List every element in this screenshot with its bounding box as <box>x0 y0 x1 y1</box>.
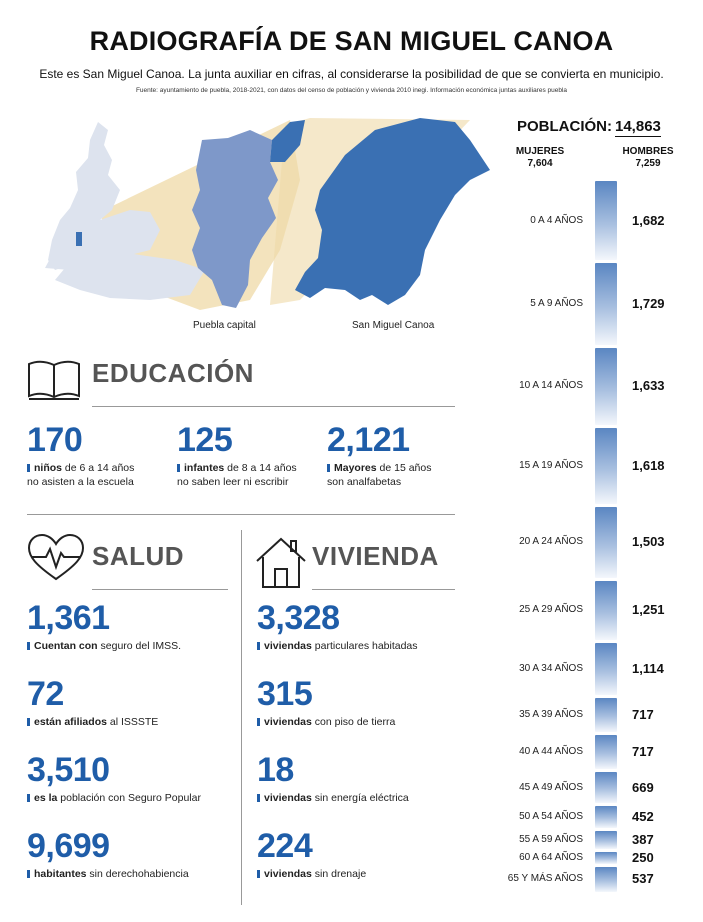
age-bar-5 <box>595 581 617 640</box>
value-label-4: 1,503 <box>632 534 665 550</box>
education-stat-2: 125 infantes de 8 a 14 años no saben leer ni escribir <box>177 421 297 488</box>
map-label-canoa: San Miguel Canoa <box>352 320 435 331</box>
housing-title: VIVIENDA <box>312 541 439 571</box>
age-bar-12 <box>595 852 617 864</box>
book-icon <box>26 358 82 402</box>
age-bar-11 <box>595 831 617 849</box>
men-header <box>612 146 684 170</box>
age-label-9: 45 A 49 AÑOS <box>519 781 583 793</box>
housing-stat-2: 315 viviendas con piso de tierra <box>257 675 396 728</box>
stat-value: 224 <box>257 827 313 865</box>
age-label-4: 20 A 24 AÑOS <box>519 536 583 548</box>
page-title: RADIOGRAFÍA DE SAN MIGUEL CANOA <box>89 26 614 56</box>
health-title: SALUD <box>92 541 185 571</box>
heart-pulse-icon <box>26 533 86 583</box>
age-label-12: 60 A 64 AÑOS <box>519 851 583 863</box>
health-stat-1: 1,361 Cuentan con seguro del IMSS. <box>27 599 182 652</box>
value-label-2: 1,633 <box>632 378 665 394</box>
housing-divider <box>312 589 455 590</box>
housing-stat-3: 18 viviendas sin energía eléctrica <box>257 751 409 804</box>
population-total: 14,863 <box>615 118 661 135</box>
health-stat-4: 9,699 habitantes sin derechohabiencia <box>27 827 189 880</box>
value-label-10: 452 <box>632 809 654 825</box>
age-label-10: 50 A 54 AÑOS <box>519 811 583 823</box>
stat-value: 9,699 <box>27 827 110 865</box>
value-label-1: 1,729 <box>632 296 665 311</box>
value-label-13: 537 <box>632 871 654 887</box>
value-label-9: 669 <box>632 779 654 795</box>
stat-value: 3,510 <box>27 751 110 789</box>
age-bar-6 <box>595 643 617 696</box>
age-label-8: 40 A 44 AÑOS <box>519 745 583 757</box>
age-label-11: 55 A 59 AÑOS <box>519 833 583 845</box>
age-label-7: 35 A 39 AÑOS <box>519 709 583 721</box>
stat-value: 125 <box>177 421 233 459</box>
page-subtitle: Este es San Miguel Canoa. La junta auxiliar en cifras, al considerarse la posibilidad de que se convierta en municipio. <box>39 67 664 81</box>
health-divider <box>92 589 228 590</box>
education-divider <box>92 406 455 407</box>
column-divider <box>241 530 242 905</box>
population-label: POBLACIÓN: <box>517 118 612 135</box>
housing-stat-1: 3,328 viviendas particulares habitadas <box>257 599 418 652</box>
age-bar-0 <box>595 181 617 260</box>
age-label-6: 30 A 34 AÑOS <box>519 663 583 674</box>
value-label-8: 717 <box>632 743 654 759</box>
stat-value: 3,328 <box>257 599 340 637</box>
age-bar-10 <box>595 806 617 827</box>
stat-value: 2,121 <box>327 421 410 459</box>
women-header <box>505 146 575 170</box>
age-label-0: 0 A 4 AÑOS <box>530 214 583 226</box>
value-label-3: 1,618 <box>632 457 665 473</box>
health-stat-3: 3,510 es la población con Seguro Popular <box>27 751 201 804</box>
age-label-13: 65 Y MÁS AÑOS <box>507 873 583 885</box>
age-label-1: 5 A 9 AÑOS <box>530 298 583 309</box>
age-bar-8 <box>595 735 617 769</box>
source-note: Fuente: ayuntamiento de puebla, 2018-2021, con datos del censo de población y vivienda 2010 inegi. Información económica juntas auxiliares puebla <box>135 87 568 94</box>
age-label-2: 10 A 14 AÑOS <box>519 380 583 392</box>
women-value: 7,604 <box>527 158 553 169</box>
women-label: MUJERES <box>515 146 565 157</box>
age-label-3: 15 A 19 AÑOS <box>519 459 583 471</box>
stat-value: 72 <box>27 675 64 713</box>
stat-value: 170 <box>27 421 83 459</box>
age-bar-2 <box>595 348 617 425</box>
stat-value: 315 <box>257 675 313 713</box>
value-label-5: 1,251 <box>632 602 665 618</box>
map-illustration <box>0 100 500 340</box>
age-bar-3 <box>595 428 617 504</box>
value-label-11: 387 <box>632 831 654 847</box>
age-bar-7 <box>595 698 617 732</box>
value-label-0: 1,682 <box>632 212 665 228</box>
value-label-6: 1,114 <box>632 661 664 676</box>
value-label-12: 250 <box>632 849 654 865</box>
age-label-5: 25 A 29 AÑOS <box>519 604 583 616</box>
age-bar-13 <box>595 867 617 892</box>
house-icon <box>255 535 307 591</box>
age-bar-9 <box>595 772 617 804</box>
men-label: HOMBRES <box>622 146 674 157</box>
age-bar-4 <box>595 507 617 578</box>
stat-value: 1,361 <box>27 599 110 637</box>
value-label-7: 717 <box>632 707 654 723</box>
education-stat-3: 2,121 Mayores de 15 años son analfabetas <box>327 421 432 488</box>
capital-marker <box>76 232 82 246</box>
men-value: 7,259 <box>635 158 661 169</box>
education-title: EDUCACIÓN <box>92 358 254 388</box>
age-bar-1 <box>595 263 617 344</box>
housing-stat-4: 224 viviendas sin drenaje <box>257 827 367 880</box>
map-label-puebla: Puebla capital <box>193 320 256 331</box>
health-stat-2: 72 están afiliados al ISSSTE <box>27 675 159 728</box>
section-divider <box>27 514 455 515</box>
stat-value: 18 <box>257 751 294 789</box>
education-stat-1: 170 niños de 6 a 14 años no asisten a la escuela <box>27 421 135 488</box>
